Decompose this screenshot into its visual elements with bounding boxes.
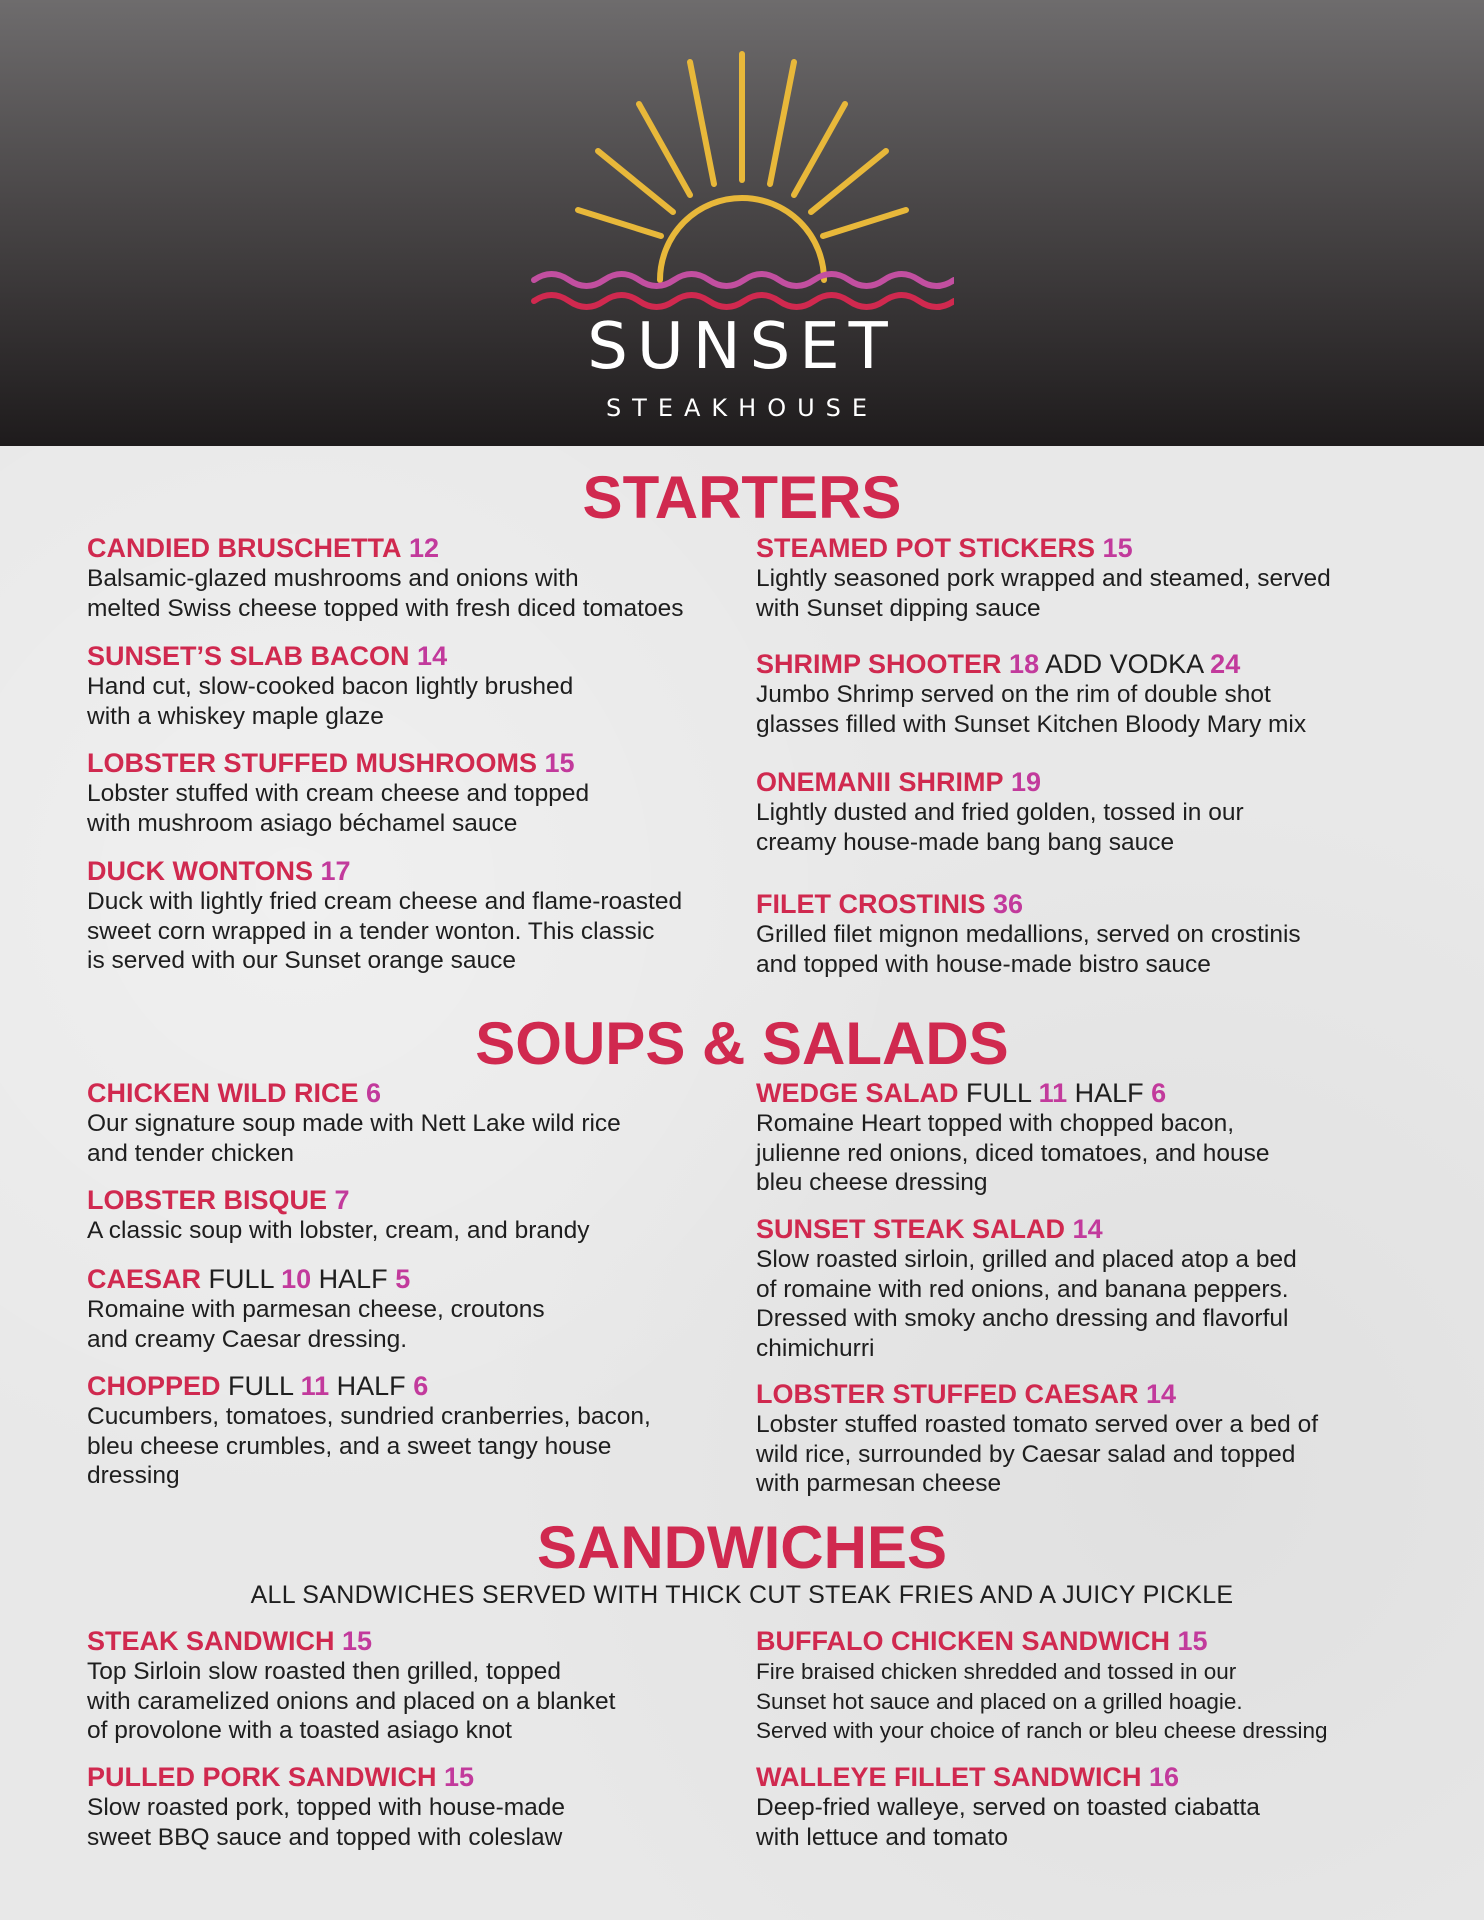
- item-description: Deep-fried walleye, served on toasted ciabatta with lettuce and tomato: [756, 1794, 1260, 1851]
- item-price: 17: [320, 856, 351, 886]
- item-price: 14: [417, 641, 448, 671]
- menu-item: [756, 1378, 1416, 1499]
- add-on-price: 24: [1210, 649, 1241, 679]
- menu-item: [756, 532, 1416, 623]
- sunset-logo-icon: [530, 48, 954, 348]
- menu-item: [756, 1761, 1416, 1852]
- item-description: Lobster stuffed with cream cheese and topped with mushroom asiago béchamel sauce: [87, 780, 590, 837]
- item-name: STEAMED POT STICKERS: [756, 533, 1096, 563]
- item-description: Duck with lightly fried cream cheese and flame-roasted sweet corn wrapped in a tender wonton. This classic is served with our Sunset orange sauce: [87, 888, 683, 974]
- menu-item: [87, 1761, 737, 1852]
- item-price: 19: [1011, 767, 1042, 797]
- menu-item: [87, 532, 737, 623]
- item-description: Slow roasted pork, topped with house-made sweet BBQ sauce and topped with coleslaw: [87, 1794, 566, 1851]
- menu-item: [756, 1213, 1416, 1363]
- item-price: 15: [342, 1626, 373, 1656]
- item-name: LOBSTER BISQUE: [87, 1185, 328, 1215]
- item-name: SHRIMP SHOOTER: [756, 649, 1002, 679]
- menu-item: [87, 1370, 737, 1491]
- item-name: PULLED PORK SANDWICH: [87, 1762, 437, 1792]
- item-price: 14: [1072, 1214, 1103, 1244]
- menu-item: [756, 888, 1416, 979]
- item-description: Cucumbers, tomatoes, sundried cranberries, bacon, bleu cheese crumbles, and a sweet tangy house dressing: [87, 1403, 651, 1489]
- item-price: 16: [1149, 1762, 1180, 1792]
- item-name: CAESAR: [87, 1264, 202, 1294]
- menu-header: [0, 0, 1484, 446]
- full-price: 11: [300, 1371, 330, 1401]
- item-description: Grilled filet mignon medallions, served on crostinis and topped with house-made bistro sauce: [756, 921, 1301, 978]
- half-price: 6: [1151, 1078, 1167, 1108]
- item-description: Hand cut, slow-cooked bacon lightly brushed with a whiskey maple glaze: [87, 673, 574, 730]
- half-label: HALF: [318, 1264, 388, 1294]
- item-name: ONEMANII SHRIMP: [756, 767, 1004, 797]
- item-description: Fire braised chicken shredded and tossed in our Sunset hot sauce and placed on a grilled hoagie. Served with your choice of ranch or bleu cheese dressing: [756, 1659, 1328, 1743]
- menu-item: [756, 1625, 1416, 1746]
- item-description: Jumbo Shrimp served on the rim of double shot glasses filled with Sunset Kitchen Bloody Mary mix: [756, 681, 1307, 738]
- item-name: DUCK WONTONS: [87, 856, 313, 886]
- item-description: Lightly seasoned pork wrapped and steamed, served with Sunset dipping sauce: [756, 565, 1331, 622]
- item-name: LOBSTER STUFFED CAESAR: [756, 1379, 1139, 1409]
- item-description: Romaine Heart topped with chopped bacon, julienne red onions, diced tomatoes, and house bleu cheese dressing: [756, 1110, 1270, 1196]
- half-label: HALF: [336, 1371, 406, 1401]
- item-price: 15: [444, 1762, 475, 1792]
- item-name: FILET CROSTINIS: [756, 889, 986, 919]
- item-name: CHOPPED: [87, 1371, 221, 1401]
- menu-item: [756, 648, 1416, 739]
- item-price: 18: [1009, 649, 1040, 679]
- item-price: 7: [334, 1185, 350, 1215]
- item-name: SUNSET’S SLAB BACON: [87, 641, 410, 671]
- full-price: 11: [1038, 1078, 1068, 1108]
- full-label: FULL: [228, 1371, 294, 1401]
- half-label: HALF: [1074, 1078, 1144, 1108]
- menu-item: [87, 1263, 737, 1354]
- item-name: BUFFALO CHICKEN SANDWICH: [756, 1626, 1170, 1656]
- item-description: Romaine with parmesan cheese, croutons and creamy Caesar dressing.: [87, 1296, 545, 1353]
- item-description: A classic soup with lobster, cream, and brandy: [87, 1217, 590, 1244]
- menu-item: [756, 1077, 1416, 1198]
- item-price: 15: [544, 748, 575, 778]
- add-on-label: ADD VODKA: [1045, 649, 1203, 679]
- item-name: WEDGE SALAD: [756, 1078, 959, 1108]
- item-description: Our signature soup made with Nett Lake wild rice and tender chicken: [87, 1110, 621, 1167]
- item-name: CANDIED BRUSCHETTA: [87, 533, 402, 563]
- full-label: FULL: [966, 1078, 1032, 1108]
- item-price: 12: [409, 533, 440, 563]
- item-name: WALLEYE FILLET SANDWICH: [756, 1762, 1142, 1792]
- section-title-soups-salads: SOUPS & SALADS: [475, 1010, 1009, 1077]
- item-description: Lightly dusted and fried golden, tossed in our creamy house-made bang bang sauce: [756, 799, 1244, 856]
- half-price: 5: [395, 1264, 411, 1294]
- item-description: Lobster stuffed roasted tomato served over a bed of wild rice, surrounded by Caesar salad and topped with parmesan cheese: [756, 1411, 1319, 1497]
- item-description: Slow roasted sirloin, grilled and placed atop a bed of romaine with red onions, and banana peppers. Dressed with smoky ancho dressing and flavorful chimichurri: [756, 1246, 1297, 1362]
- half-price: 6: [413, 1371, 429, 1401]
- section-title-starters: STARTERS: [582, 464, 902, 531]
- item-name: SUNSET STEAK SALAD: [756, 1214, 1066, 1244]
- menu-item: [756, 766, 1416, 857]
- full-label: FULL: [208, 1264, 274, 1294]
- brand-subtitle: STEAKHOUSE: [605, 394, 879, 422]
- item-price: 36: [993, 889, 1024, 919]
- brand-name: SUNSET: [587, 310, 897, 384]
- item-name: STEAK SANDWICH: [87, 1626, 335, 1656]
- full-price: 10: [281, 1264, 312, 1294]
- menu-item: [87, 1625, 737, 1746]
- item-price: 6: [366, 1078, 382, 1108]
- item-description: Top Sirloin slow roasted then grilled, topped with caramelized onions and placed on a blanket of provolone with a toasted asiago knot: [87, 1658, 616, 1744]
- item-price: 15: [1177, 1626, 1208, 1656]
- menu-item: [87, 640, 737, 731]
- item-name: CHICKEN WILD RICE: [87, 1078, 359, 1108]
- menu-item: [87, 855, 737, 976]
- item-name: LOBSTER STUFFED MUSHROOMS: [87, 748, 537, 778]
- item-price: 14: [1146, 1379, 1177, 1409]
- item-description: Balsamic-glazed mushrooms and onions with melted Swiss cheese topped with fresh diced tomatoes: [87, 565, 684, 622]
- menu-item: [87, 1184, 737, 1246]
- item-price: 15: [1102, 533, 1133, 563]
- menu-item: [87, 747, 737, 838]
- menu-item: [87, 1077, 737, 1168]
- sandwiches-note: ALL SANDWICHES SERVED WITH THICK CUT STEAK FRIES AND A JUICY PICKLE: [250, 1581, 1234, 1609]
- section-title-sandwiches: SANDWICHES: [536, 1514, 947, 1581]
